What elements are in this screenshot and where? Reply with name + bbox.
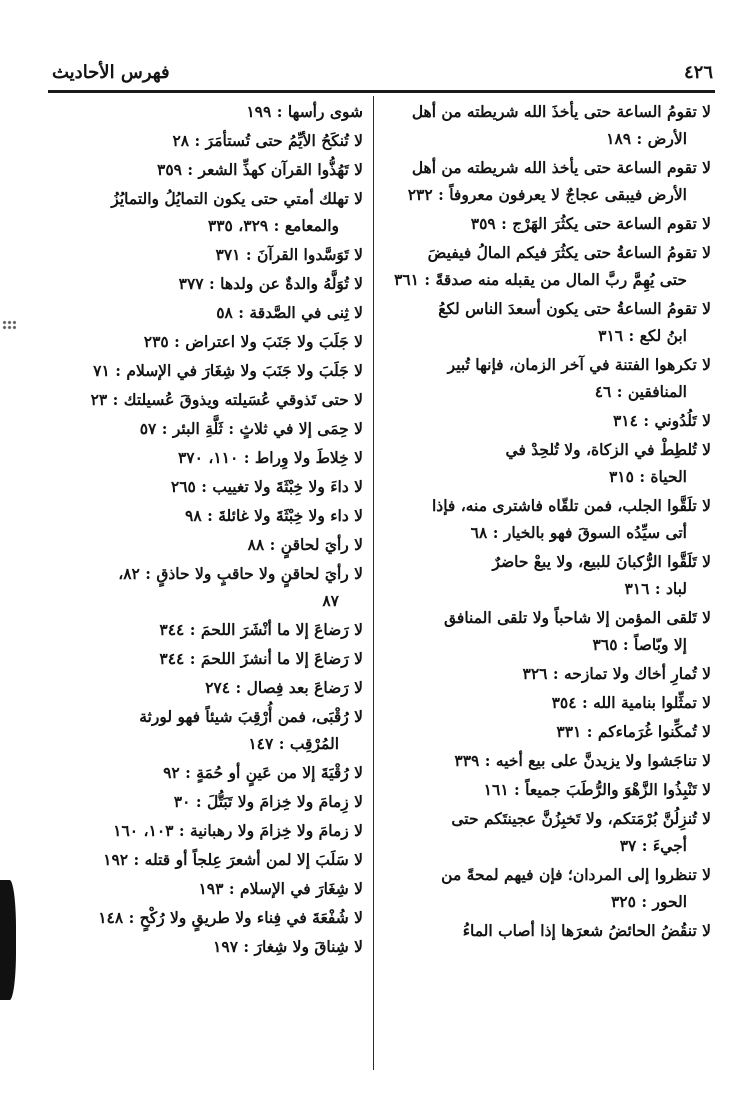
entry-continuation: ٨٧ (322, 591, 339, 610)
index-entry (52, 444, 363, 471)
entry-text: لا تُمكِّنوا غُرَماءكم : ٣٣١ (556, 722, 711, 741)
entry-text: لا تنظروا إلى المردان؛ فإن فيهم لمحةً من (441, 865, 711, 884)
index-entry (52, 645, 363, 672)
index-entry (52, 531, 363, 558)
entry-text: لا رَضاعَ إلا ما أنشزَ اللحمَ : ٣٤٤ (159, 649, 363, 668)
entry-text: شوى رأسها : ١٩٩ (246, 102, 363, 121)
entry-text: لا شُفْعَةَ في فِناء ولا طريقٍ ولا رُكْحٍ : ١٤٨ (98, 908, 363, 927)
index-entry (382, 210, 711, 237)
column-divider (373, 96, 374, 1070)
entry-continuation: أجيءَ : ٣٧ (619, 836, 687, 855)
entry-continuation: الحور : ٣٢٥ (610, 892, 687, 911)
index-entry (52, 674, 363, 701)
entry-continuation: والمعامع : ٣٢٩، ٣٣٥ (207, 216, 339, 235)
entry-text: لا سَلَبَ إلا لمن أشعرَ عِلجاً أو قتله : ١٩٢ (103, 850, 363, 869)
entry-text: لا تُنزِلُنَّ بُرْمَتكم، ولا تَخبِزُنَّ عجينتَكم حتى (451, 809, 711, 828)
index-entry (52, 502, 363, 529)
entry-continuation: الحياة : ٣١٥ (608, 467, 687, 486)
index-entry (382, 718, 711, 745)
index-entry (52, 156, 363, 183)
entry-continuation: ابنُ لكع : ٣١٦ (598, 326, 687, 345)
entry-text: لا شِناقَ ولا شِغارَ : ١٩٧ (213, 937, 363, 956)
index-entry (52, 473, 363, 500)
entry-text: لا داءَ ولا خِبْثَةَ ولا تغييب : ٢٦٥ (170, 477, 363, 496)
entry-continuation: حتى يُهِمَّ ربَّ المال من يقبله منه صدقةً : ٣٦١ (394, 270, 687, 289)
index-entry (382, 604, 711, 658)
page-header (52, 58, 713, 86)
index-entry (382, 776, 711, 803)
entry-text: لا حتى تَذوقي عُسَيلته ويذوقَ عُسيلتك : ٢٣ (90, 390, 363, 409)
entry-text: لا تقومُ الساعةُ حتى يكون أسعدَ الناس لكعُ (438, 299, 711, 318)
running-title: فهرس الأحاديث (52, 61, 170, 83)
index-entry (52, 560, 363, 614)
entry-text: لا زمامَ ولا خِزامَ ولا رهبانية : ١٠٣، ١٦٠ (113, 821, 363, 840)
entry-text: لا تَنْبِذُوا الزَّهْوَ والرُّطَبَ جميعاً : ١٦١ (483, 780, 711, 799)
index-entry (382, 239, 711, 293)
index-entry (382, 805, 711, 859)
entry-text: لا رُقْبَى، فمن أُرْقِبَ شيئاً فهو لورثة (139, 707, 363, 726)
entry-text: لا تَلُدُوني : ٣١٤ (612, 411, 711, 430)
entry-text: لا تُنكَحُ الأيِّمُ حتى تُستأمَرَ : ٢٨ (172, 131, 363, 150)
index-entry (52, 933, 363, 960)
index-entry (52, 703, 363, 757)
index-entry (382, 689, 711, 716)
entry-text: لا رَضاعَ إلا ما أنْشَرَ اللحمَ : ٣٤٤ (159, 620, 363, 639)
entry-text: لا جَلَبَ ولا جَنَبَ ولا اعتراض : ٢٣٥ (143, 332, 363, 351)
entry-text: لا تَهُذُّوا القرآن كهذِّ الشعر : ٣٥٩ (157, 160, 363, 179)
entry-text: لا حِمَى إلا في ثلاثٍ : ثَلَّةِ البئر : ٥٧ (139, 419, 363, 438)
entry-text: لا تُلطِطْ في الزكاة، ولا تُلحِدْ في (505, 440, 711, 459)
entry-text: لا تقوم الساعة حتى يكثُرَ الهَرْج : ٣٥٩ (470, 214, 711, 233)
entry-continuation: أتى سيِّدُه السوقَ فهو بالخيار : ٦٨ (470, 523, 687, 542)
entry-text: لا تقومُ الساعة حتى يأخذَ الله شريطته من أهل (411, 102, 711, 121)
index-entry (382, 492, 711, 546)
index-entry (52, 817, 363, 844)
entry-text: لا رأيَ لحاقنٍ ولا حاقبٍ ولا حاذقٍ : ٨٢، (118, 564, 363, 583)
entry-text: لا رُقْيَةَ إلا من عَينٍ أو حُمَةٍ : ٩٢ (163, 763, 363, 782)
right-column (382, 98, 711, 946)
index-entry (52, 357, 363, 384)
entry-text: لا تُوَلَّهُ والدةٌ عن ولدها : ٣٧٧ (178, 274, 363, 293)
index-entry (382, 351, 711, 405)
entry-text: لا تَوَسَّدوا القرآنَ : ٣٧١ (215, 245, 363, 264)
index-entry (52, 904, 363, 931)
entry-text: لا تهلك أمتي حتى يكون التمايُلُ والتمايُزُ (111, 189, 363, 208)
entry-text: لا تلَقَّوا الجلب، فمن تلقّاه فاشترى منه، فإذا (431, 496, 711, 515)
header-rule (48, 90, 715, 93)
index-entry (52, 846, 363, 873)
entry-text: لا تمثِّلوا بنامية الله : ٣٥٤ (551, 693, 711, 712)
index-entry (382, 407, 711, 434)
index-entry (52, 875, 363, 902)
index-entry (382, 436, 711, 490)
entry-text: لا رأيَ لحاقنٍ : ٨٨ (247, 535, 363, 554)
entry-continuation: المنافقين : ٤٦ (594, 382, 687, 401)
page-number: ٤٢٦ (683, 61, 713, 83)
index-entry (52, 616, 363, 643)
index-entry (382, 861, 711, 915)
index-entry (382, 98, 711, 152)
entry-continuation: المُرْقِب : ١٤٧ (248, 734, 339, 753)
index-entry (52, 788, 363, 815)
entry-text: لا تَلقى المؤمن إلا شاحباً ولا تلقى المنافق (443, 608, 711, 627)
index-entry (382, 154, 711, 208)
entry-text: لا تقومُ الساعةُ حتى يكثُرَ فيكم المالُ فيفيضَ (427, 243, 711, 262)
index-entry (382, 548, 711, 602)
index-entry (52, 415, 363, 442)
entry-text: لا زِمامَ ولا خِزامَ ولا تَبَتُّلَ : ٣٠ (173, 792, 363, 811)
entry-text: لا رَضاعَ بعد فِصال : ٢٧٤ (205, 678, 363, 697)
index-entry (52, 386, 363, 413)
entry-continuation: لباد : ٣١٦ (624, 579, 687, 598)
index-entry (382, 660, 711, 687)
entry-text: لا تقوم الساعة حتى يأخذ الله شريطته من أهل (411, 158, 711, 177)
index-entry (52, 98, 363, 125)
index-entry (52, 241, 363, 268)
entry-continuation: الأرض : ١٨٩ (606, 129, 687, 148)
index-entry (52, 127, 363, 154)
entry-text: لا تنقُضُ الحائضُ شعرَها إذا أصاب الماءُ (462, 921, 711, 940)
index-entry (382, 295, 711, 349)
entry-text: لا تناجَشوا ولا يزيدنَّ على بيع أخيه : ٣٣٩ (454, 751, 711, 770)
entry-continuation: الأرض فيبقى عجاجٌ لا يعرفون معروفاً : ٢٣٢ (407, 185, 687, 204)
index-entry (52, 270, 363, 297)
entry-text: لا خِلاطَ ولا وِراط : ١١٠، ٣٧٠ (177, 448, 363, 467)
left-column (52, 98, 363, 962)
entry-text: لا ثِنى في الصَّدقة : ٥٨ (216, 303, 363, 322)
entry-text: لا تُمارِ أخاك ولا تمازحه : ٣٢٦ (522, 664, 711, 683)
index-entry (382, 917, 711, 944)
entry-text: لا تَلَقَّوا الرُّكبانَ للبيع، ولا يبعْ حاضرٌ (492, 552, 711, 571)
index-entry (382, 747, 711, 774)
index-entry (52, 759, 363, 786)
scan-speck (2, 320, 16, 330)
entry-text: لا جَلَبَ ولا جَنَبَ ولا شِغَارَ في الإسلام : ٧١ (93, 361, 363, 380)
entry-text: لا داء ولا خِبْثَةَ ولا غائلةَ : ٩٨ (185, 506, 363, 525)
entry-continuation: إلا وبّاصاً : ٣٦٥ (592, 635, 687, 654)
entry-text: لا شِغَارَ في الإسلام : ١٩٣ (198, 879, 363, 898)
entry-text: لا تكرهوا الفتنة في آخر الزمان، فإنها تُبير (447, 355, 711, 374)
index-entry (52, 328, 363, 355)
scan-edge-mark (0, 880, 16, 1000)
index-entry (52, 185, 363, 239)
index-entry (52, 299, 363, 326)
